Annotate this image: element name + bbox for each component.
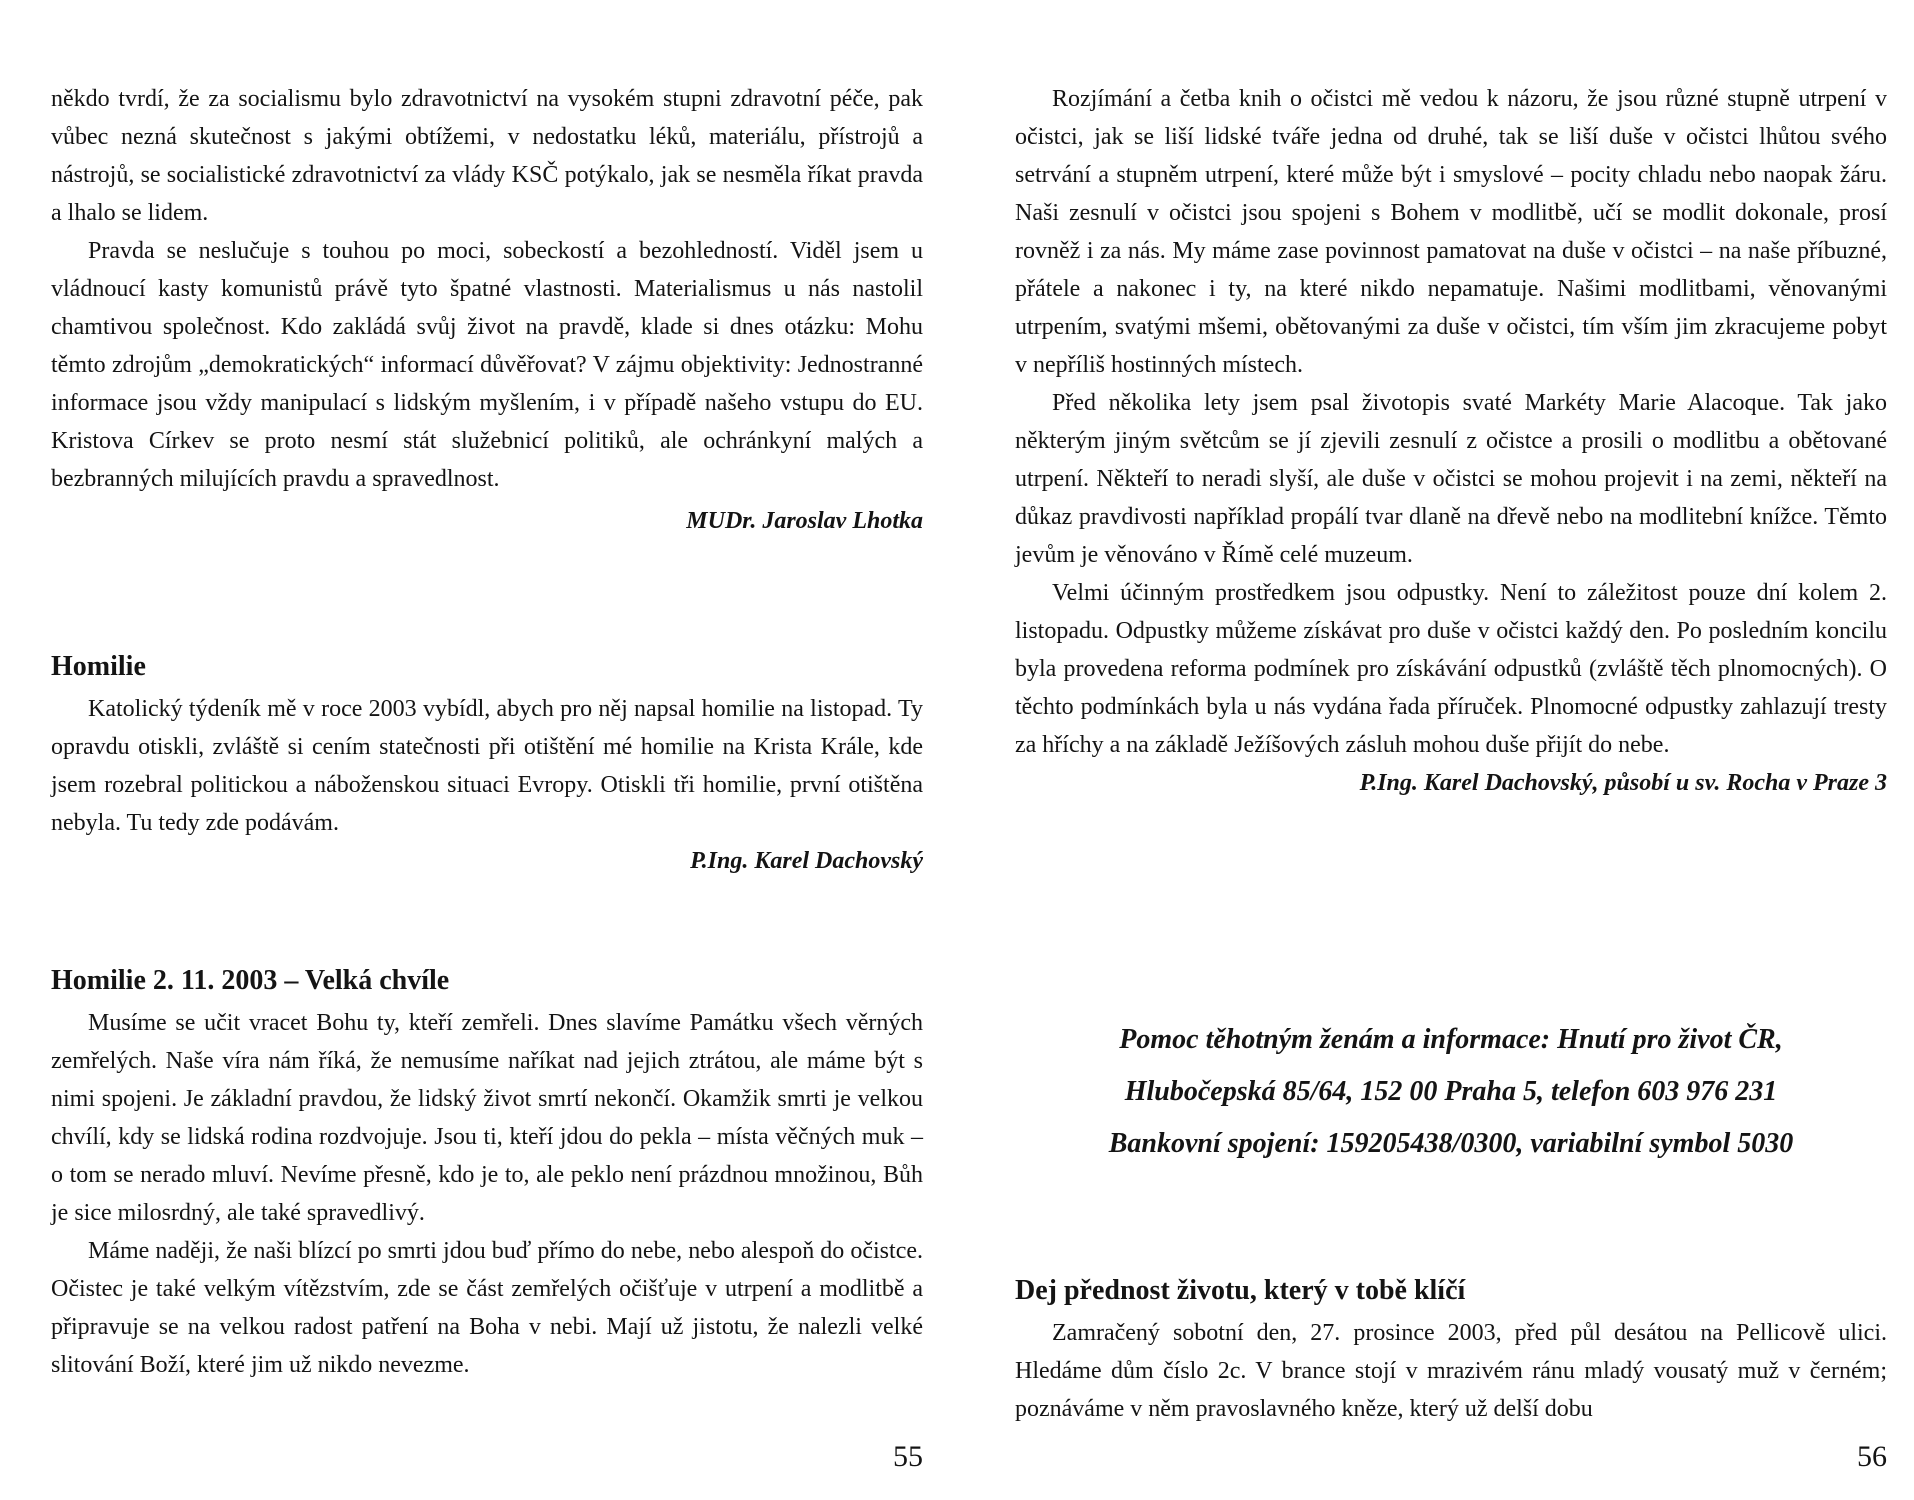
signature: MUDr. Jaroslav Lhotka: [686, 508, 923, 534]
pro-life-notice: [1015, 1014, 1887, 1170]
homilie2-section: [51, 962, 923, 1384]
homilie-section: [51, 648, 923, 880]
paragraph: Velmi účinným prostředkem jsou odpustky. Není to záležitost pouze dní kolem 2. listopadu. Odpustky můžeme získávat pro duše v očistci každý den. Po posledním koncilu byla provedena reforma podmínek pro získávání odpustků (zvláště těch plnomocných). O těchto podmínkách byla u nás vydána řada příruček. Plnomocné odpustky zahlazují tresty za hříchy a na základě Ježíšových zásluh mohou duše přijít do nebe.: [1015, 580, 1887, 758]
paragraph: Zamračený sobotní den, 27. prosince 2003, před půl desátou na Pellicově ulici. Hledáme dům číslo 2c. V brance stojí v mrazivém ránu mladý vousatý muž v černém; poznáváme v něm pravoslavného kněze, který už delší dobu: [1015, 1320, 1887, 1422]
page-number: 56: [1857, 1440, 1887, 1473]
right-page: [1015, 0, 1887, 1500]
paragraph: Před několika lety jsem psal životopis svaté Markéty Marie Alacoque. Tak jako některým jiným světcům se jí zjevili zesnulí z očistce a prosili o modlitbu a obětované utrpení. Někteří to neradi slyší, ale duše v očistci se mohou projevit i na zemi, někteří na důkaz pravdivosti například propálí tvar dlaně na dřevě nebo na modlitební knížce. Těmto jevům je věnováno v Římě celé muzeum.: [1015, 390, 1887, 568]
signature: P.Ing. Karel Dachovský, působí u sv. Rocha v Praze 3: [1359, 770, 1887, 796]
notice-line: Bankovní spojení: 159205438/0300, variabilní symbol 5030: [1108, 1128, 1794, 1159]
paragraph: Musíme se učit vracet Bohu ty, kteří zemřeli. Dnes slavíme Památku všech věrných zemřelých. Naše víra nám říká, že nemusíme naříkat nad jejich ztrátou, ale máme být s nimi spojeni. Je základní pravdou, že lidský život smrtí nekončí. Okamžik smrti je velkou chvílí, kdy se lidská rodina rozdvojuje. Jsou ti, kteří jdou do pekla – místa věčných muk – o tom se nerado mluví. Nevíme přesně, kdo je to, ale peklo není prázdnou množinou, Bůh je sice milosrdný, ale také spravedlivý.: [51, 1010, 923, 1226]
section-heading: Homilie: [51, 651, 146, 682]
dej-section: [1015, 1272, 1887, 1428]
paragraph: Rozjímání a četba knih o očistci mě vedou k názoru, že jsou různé stupně utrpení v očistci, jak se liší lidské tváře jedna od druhé, tak se liší duše v očistci lhůtou svého setrvání a stupněm utrpení, které může být i smyslové – pocity chladu nebo naopak žáru. Naši zesnulí v očistci jsou spojeni s Bohem v modlitbě, učí se modlit dokonale, prosí rovněž i za nás. My máme zase povinnost pamatovat na duše v očistci – na naše příbuzné, přátele a nakonec i ty, na které nikdo nepamatuje. Našimi modlitbami, věnovanými utrpením, svatými mšemi, obětovanými za duše v očistci, tím vším jim zkracujeme pobyt v nepříliš hostinných místech.: [1015, 86, 1887, 378]
section-heading: Homilie 2. 11. 2003 – Velká chvíle: [51, 965, 450, 996]
intro-section: [51, 80, 923, 540]
purgatory-section: [1015, 80, 1887, 802]
page-number: 55: [893, 1440, 923, 1473]
notice-line: Hlubočepská 85/64, 152 00 Praha 5, telefon 603 976 231: [1124, 1076, 1778, 1107]
section-heading: Dej přednost životu, který v tobě klíčí: [1015, 1275, 1466, 1306]
left-page: [51, 0, 923, 1500]
notice-line: Pomoc těhotným ženám a informace: Hnutí pro život ČR,: [1119, 1024, 1783, 1055]
paragraph: někdo tvrdí, že za socialismu bylo zdravotnictví na vysokém stupni zdravotní péče, pak vůbec nezná skutečnost s jakými obtížemi, v nedostatku léků, materiálu, přístrojů a nástrojů, se socialistické zdravotnictví za vlády KSČ potýkalo, jak se nesměla říkat pravda a lhalo se lidem.: [51, 86, 923, 226]
paragraph: Katolický týdeník mě v roce 2003 vybídl, abych pro něj napsal homilie na listopad. Ty opravdu otiskli, zvláště si cením statečnosti při otištění mé homilie na Krista Krále, kde jsem rozebral politickou a náboženskou situaci Evropy. Otiskli tři homilie, první otištěna nebyla. Tu tedy zde podávám.: [51, 696, 923, 836]
paragraph: Máme naději, že naši blízcí po smrti jdou buď přímo do nebe, nebo alespoň do očistce. Očistec je také velkým vítězstvím, zde se část zemřelých očišťuje v utrpení a modlitbě a připravuje se na velkou radost patření na Boha v nebi. Mají už jistotu, že nalezli velké slitování Boží, které jim už nikdo nevezme.: [51, 1238, 923, 1378]
paragraph: Pravda se neslučuje s touhou po moci, sobeckostí a bezohledností. Viděl jsem u vládnoucí kasty komunistů právě tyto špatné vlastnosti. Materialismus u nás nastolil chamtivou společnost. Kdo zakládá svůj život na pravdě, klade si dnes otázku: Mohu těmto zdrojům „demokratických“ informací důvěřovat? V zájmu objektivity: Jednostranné informace jsou vždy manipulací s lidským myšlením, i v případě našeho vstupu do EU. Kristova Církev se proto nesmí stát služebnicí politiků, ale ochránkyní malých a bezbranných milujících pravdu a spravedlnost.: [51, 238, 923, 492]
signature: P.Ing. Karel Dachovský: [690, 848, 923, 874]
